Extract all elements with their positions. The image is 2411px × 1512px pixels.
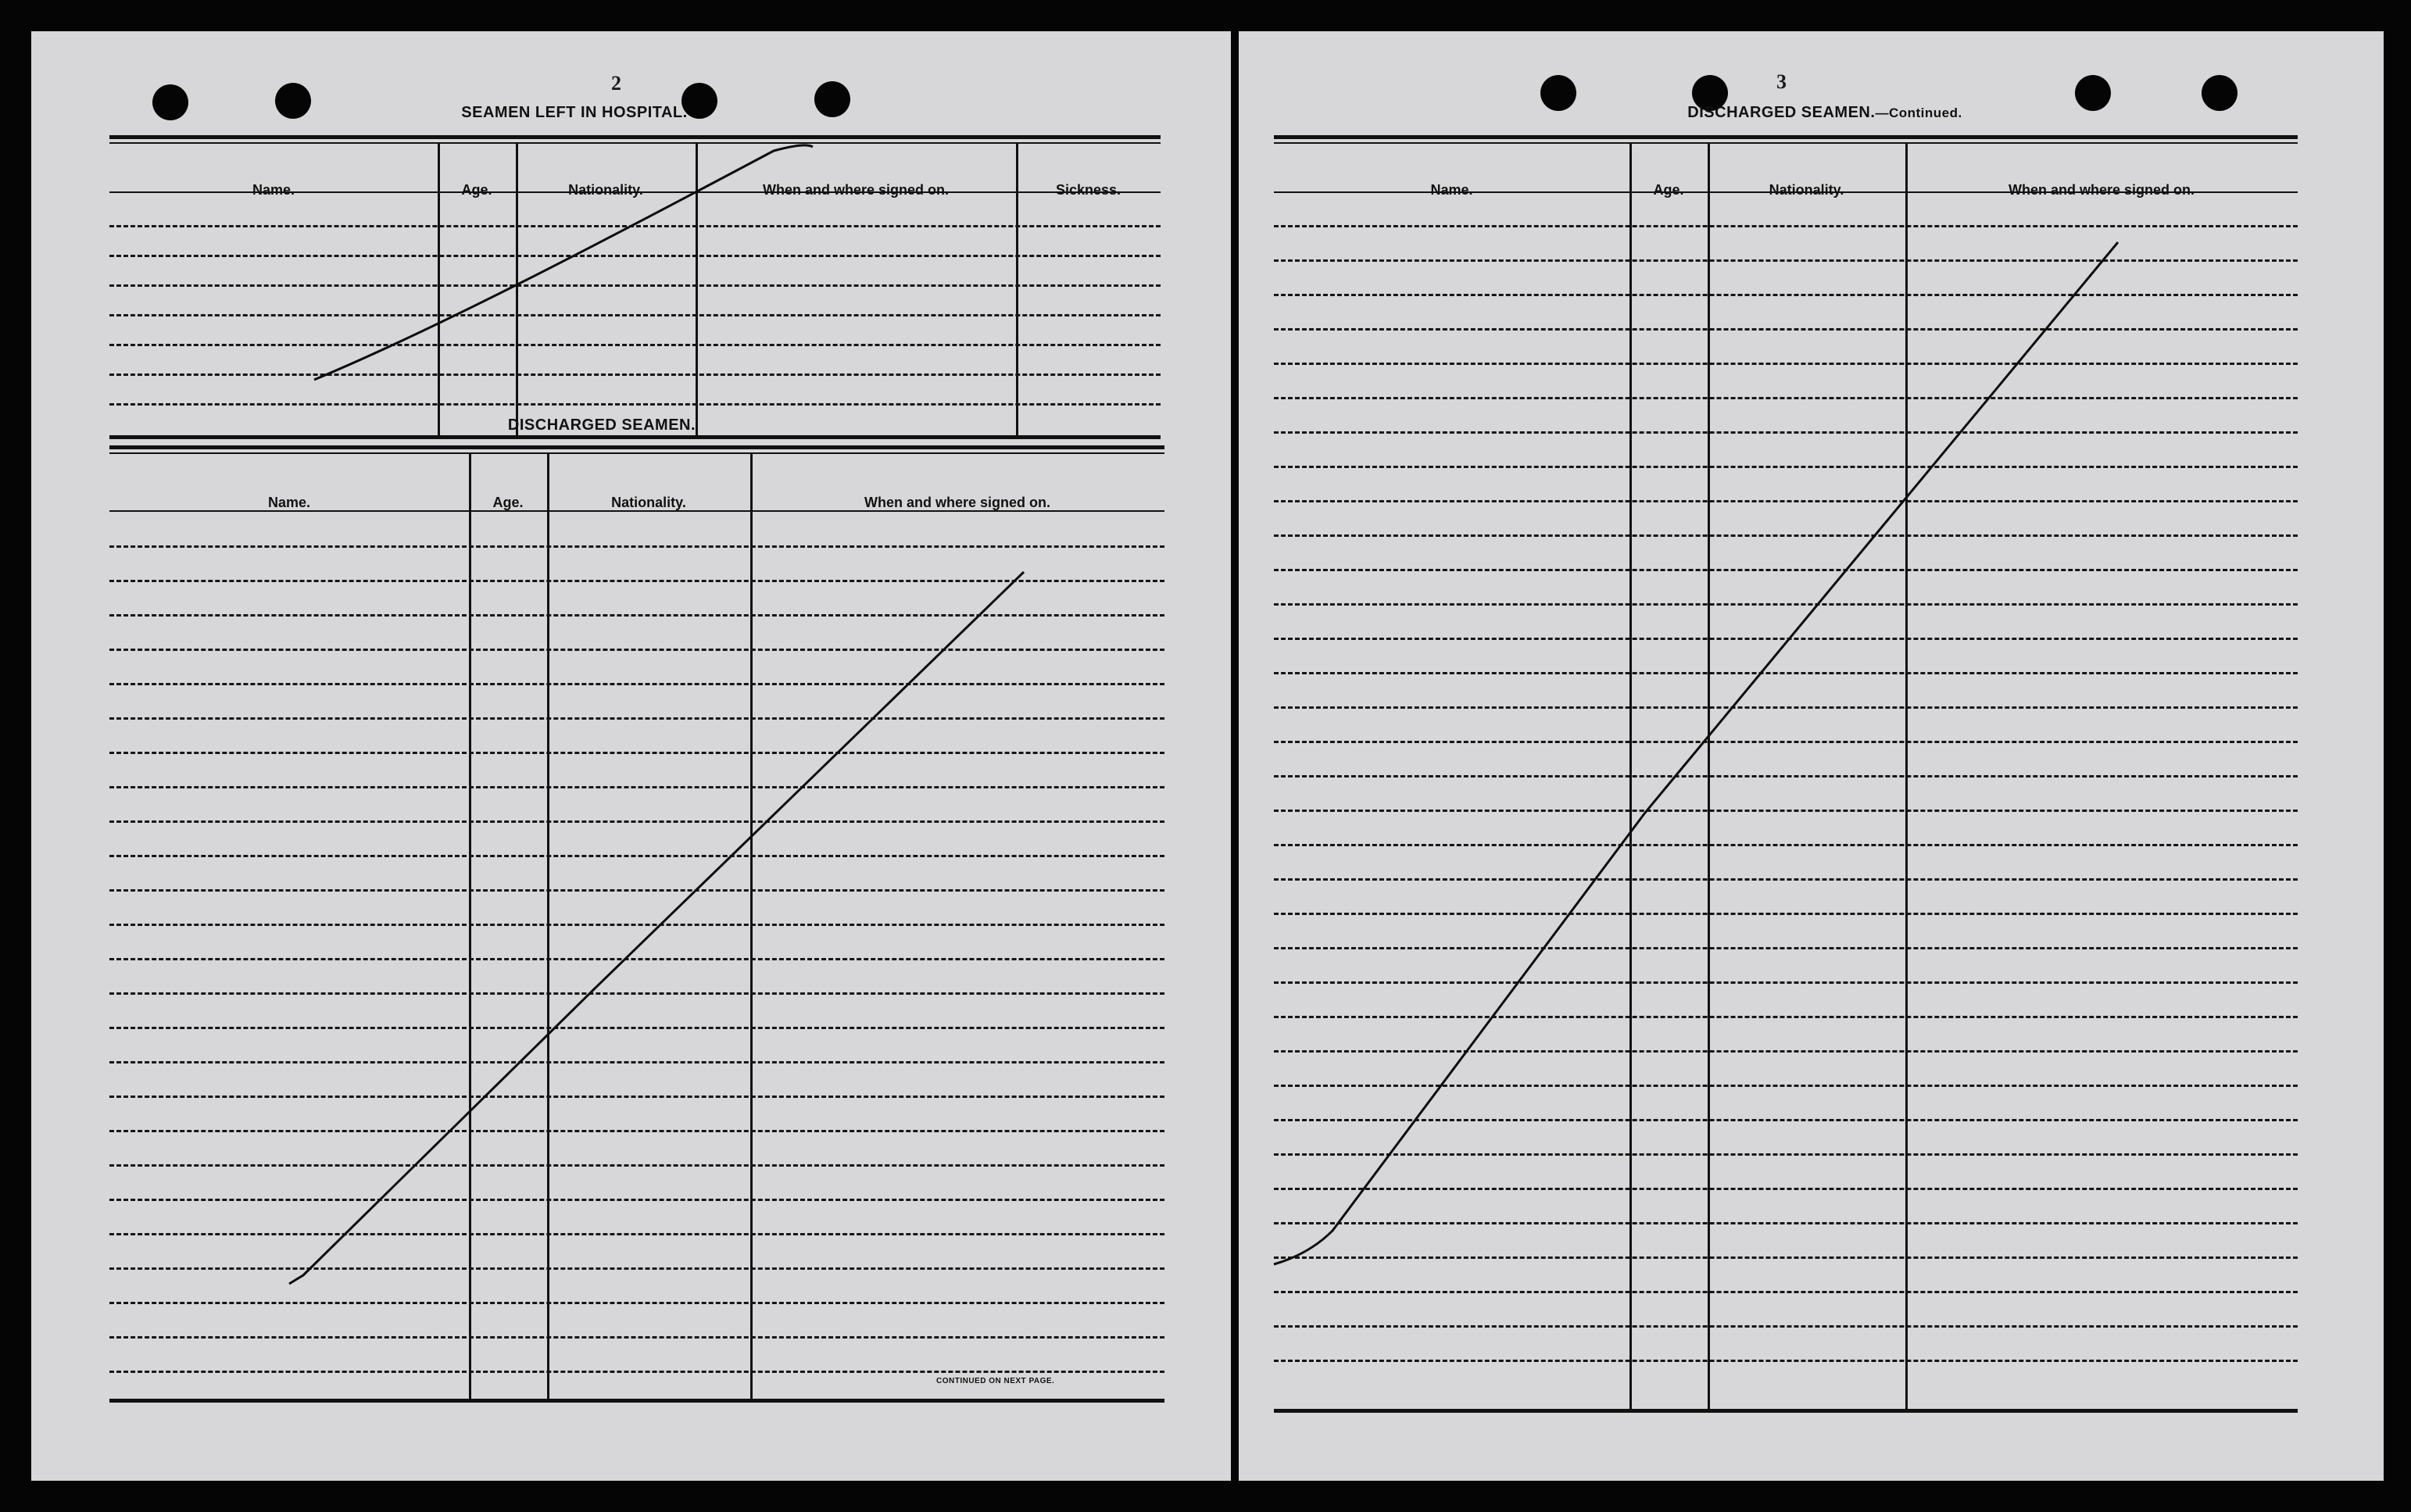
table-row	[1274, 1222, 2298, 1224]
table-row	[1274, 363, 2298, 365]
table-row	[109, 374, 1161, 376]
table-row	[1274, 1119, 2298, 1121]
table-row	[1274, 259, 2298, 262]
hospital-col-name: Name.	[252, 182, 295, 198]
table-row	[109, 717, 1164, 720]
continued-col-age: Age.	[1653, 182, 1684, 198]
continued-col-nationality: Nationality.	[1769, 182, 1844, 198]
hospital-col-sickness: Sickness.	[1055, 182, 1121, 198]
table-row	[1274, 500, 2298, 502]
table-row	[1274, 741, 2298, 743]
hospital-col-signed-on: When and where signed on.	[762, 182, 950, 198]
table-row	[109, 580, 1164, 582]
table-row	[109, 403, 1161, 406]
punch-hole-icon	[814, 81, 850, 117]
table-row	[1274, 1050, 2298, 1053]
table-row	[1274, 397, 2298, 399]
table-row	[109, 649, 1164, 651]
table-row	[109, 1267, 1164, 1270]
table-row	[1274, 638, 2298, 640]
table-row	[109, 1164, 1164, 1167]
table-row	[109, 545, 1164, 548]
page-number: 3	[1776, 70, 1787, 93]
table-row	[109, 314, 1161, 316]
table-row	[109, 752, 1164, 754]
table-row	[109, 786, 1164, 788]
table-row	[1274, 569, 2298, 571]
table-row	[1274, 775, 2298, 777]
table-row	[1274, 1256, 2298, 1259]
discharged-continued-table	[1274, 135, 2298, 1417]
table-row	[1274, 1325, 2298, 1328]
page-number: 2	[611, 72, 621, 95]
punch-hole-icon	[2075, 75, 2111, 111]
discharged-col-signed-on: When and where signed on.	[864, 495, 1051, 510]
table-row	[1274, 1153, 2298, 1156]
table-row	[1274, 328, 2298, 331]
hospital-col-nationality: Nationality.	[568, 182, 643, 198]
table-row	[1274, 810, 2298, 812]
table-row	[109, 255, 1161, 257]
hospital-col-age: Age.	[461, 182, 492, 198]
punch-hole-icon	[1540, 75, 1576, 111]
table-row	[1274, 466, 2298, 468]
table-row	[109, 1130, 1164, 1132]
discharged-col-age: Age.	[492, 495, 524, 510]
table-row	[1274, 1085, 2298, 1087]
hospital-table	[109, 135, 1161, 438]
continued-col-name: Name.	[1430, 182, 1473, 198]
continued-col-signed-on: When and where signed on.	[2008, 182, 2195, 198]
discharged-continued-title-suffix: —Continued.	[1875, 105, 1962, 120]
right-page	[1239, 31, 2384, 1481]
table-row	[1274, 603, 2298, 606]
punch-hole-icon	[275, 83, 311, 119]
table-row	[109, 284, 1161, 287]
punch-hole-icon	[2202, 75, 2238, 111]
table-row	[109, 820, 1164, 823]
table-row	[1274, 844, 2298, 846]
discharged-table	[109, 445, 1164, 1408]
left-page	[31, 31, 1231, 1481]
discharged-col-name: Name.	[267, 495, 311, 510]
table-row	[1274, 672, 2298, 674]
table-row	[109, 1302, 1164, 1304]
punch-hole-icon	[152, 84, 188, 120]
table-row	[109, 344, 1161, 346]
discharged-continued-title-main: DISCHARGED SEAMEN.	[1687, 104, 1876, 121]
discharged-section-title: DISCHARGED SEAMEN.	[507, 416, 696, 434]
table-row	[109, 1336, 1164, 1339]
table-row	[109, 1371, 1164, 1373]
table-row	[109, 1199, 1164, 1201]
table-row	[109, 1096, 1164, 1098]
table-row	[1274, 1188, 2298, 1190]
table-row	[1274, 1360, 2298, 1362]
table-row	[1274, 534, 2298, 537]
table-row	[109, 225, 1161, 227]
table-row	[1274, 947, 2298, 949]
table-row	[1274, 981, 2298, 984]
table-row	[1274, 1016, 2298, 1018]
continued-note: CONTINUED ON NEXT PAGE.	[936, 1377, 1055, 1385]
table-row	[109, 855, 1164, 857]
table-row	[109, 614, 1164, 617]
table-row	[1274, 294, 2298, 296]
table-row	[109, 958, 1164, 960]
table-row	[109, 924, 1164, 926]
table-row	[1274, 913, 2298, 915]
table-row	[109, 889, 1164, 892]
table-row	[109, 683, 1164, 685]
table-row	[1274, 706, 2298, 709]
table-row	[109, 1027, 1164, 1029]
discharged-continued-title	[1606, 104, 2044, 122]
hospital-section-title: SEAMEN LEFT IN HOSPITAL.	[461, 104, 688, 121]
table-row	[109, 992, 1164, 995]
table-row	[109, 1061, 1164, 1063]
table-row	[109, 1233, 1164, 1235]
table-row	[1274, 878, 2298, 881]
table-row	[1274, 225, 2298, 227]
table-row	[1274, 1291, 2298, 1293]
discharged-col-nationality: Nationality.	[611, 495, 686, 510]
table-row	[1274, 431, 2298, 434]
